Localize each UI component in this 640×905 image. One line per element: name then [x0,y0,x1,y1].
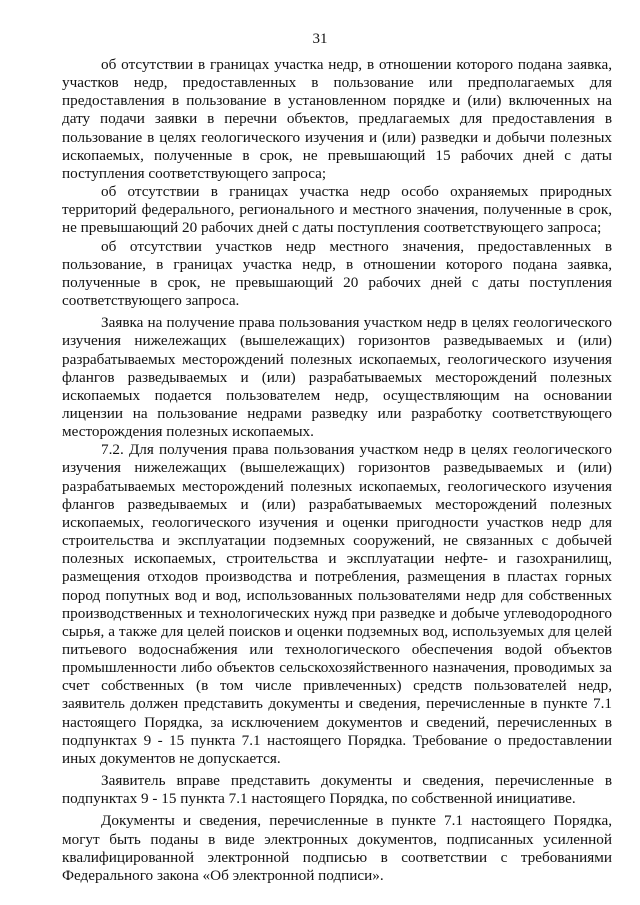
document-body [62,56,612,885]
paragraph-4: Заявка на получение права пользования участком недр в целях геологического изучения нижележащих (вышележащих) горизонтов разведываемых и (или) разрабатываемых месторождений полезных ископаемых, геологического изучения флангов разведываемых и (или) разрабатываемых месторождений полезных ископаемых подается пользователем недр, осуществляющим на основании лицензии на пользование недрами разведку или разработку соответствующего месторождения полезных ископаемых. [62,314,612,441]
paragraph-6: Заявитель вправе представить документы и сведения, перечисленные в подпунктах 9 - 15 пункта 7.1 настоящего Порядка, по собственной инициативе. [62,772,612,808]
paragraph-3: об отсутствии участков недр местного значения, предоставленных в пользование, в границах участка недр, в отношении которого подана заявка, полученные в срок, не превышающий 20 рабочих дней с даты поступления соответствующего запроса. [62,237,612,310]
paragraph-5: 7.2. Для получения права пользования участком недр в целях геологического изучения нижележащих (вышележащих) горизонтов разведываемых и (или) разрабатываемых месторождений полезных ископаемых, геологического изучения флангов разведываемых и (или) разрабатываемых месторождений полезных ископаемых, геологического изучения и оценки пригодности участков недр для строительства и эксплуатации подземных сооружений, не связанных с добычей полезных ископаемых, строительства и эксплуатации нефте- и газохранилищ, размещения отходов производства и потребления, размещения в пластах горных пород попутных вод и вод, использованных пользователями недр для собственных производственных и технологических нужд при разведке и добыче углеводородного сырья, а также для целей поисков и оценки подземных вод, используемых для целей питьевого водоснабжения или технологического обеспечения водой объектов промышленности либо объектов сельскохозяйственного назначения, проводимых за счет собственных (в том числе привлеченных) средств пользователей недр, заявитель должен представить документы и сведения, перечисленные в пункте 7.1 настоящего Порядка, за исключением документов и сведений, перечисленных в подпунктах 9 - 15 пункта 7.1 настоящего Порядка. Требование о предоставлении иных документов не допускается. [62,441,612,767]
paragraph-2: об отсутствии в границах участка недр особо охраняемых природных территорий федерального, регионального и местного значения, полученные в срок, не превышающий 20 рабочих дней с даты поступления соответствующего запроса; [62,183,612,237]
paragraph-7: Документы и сведения, перечисленные в пункте 7.1 настоящего Порядка, могут быть поданы в виде электронных документов, подписанных усиленной квалифицированной электронной подписью в соответствии с требованиями Федерального закона «Об электронной подписи». [62,812,612,884]
paragraph-1: об отсутствии в границах участка недр, в отношении которого подана заявка, участков недр, предоставленных в пользование или предполагаемых для предоставления в пользование в установленном порядке и (или) включенных на дату подачи заявки в перечни объектов, предлагаемых для предоставления в пользование в целях геологического изучения и (или) разведки и добычи полезных ископаемых, полученные в срок, не превышающий 15 рабочих дней с даты поступления соответствующего запроса; [62,56,612,182]
page-number: 31 [312,31,328,47]
